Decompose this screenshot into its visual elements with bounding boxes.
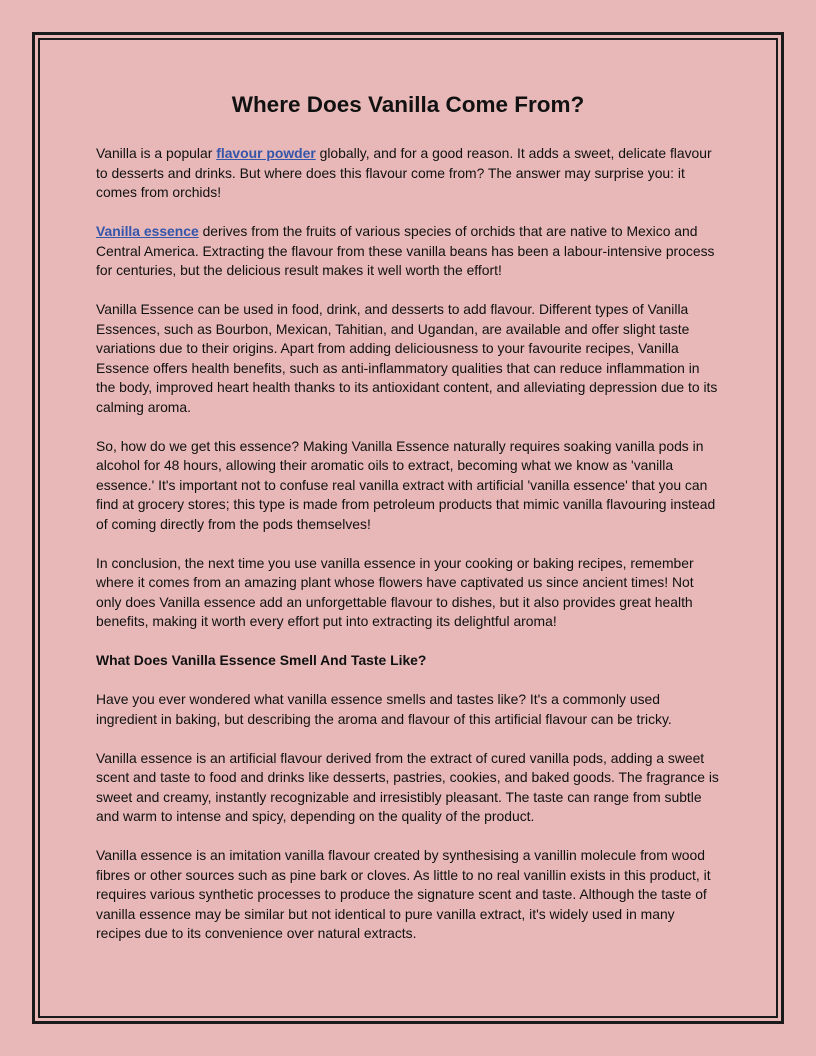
article-body bbox=[96, 92, 720, 963]
paragraph-intro bbox=[96, 144, 720, 203]
page-title: Where Does Vanilla Come From? bbox=[231, 92, 585, 117]
paragraph-intro-text-after: globally, and for a good reason. It adds a sweet, delicate flavour to desserts and drinks. But where does this flavour come from? The answer may surprise you: it comes from orchids! bbox=[96, 145, 712, 200]
flavour-powder-link[interactable]: flavour powder bbox=[216, 145, 316, 161]
paragraph-uses: Vanilla Essence can be used in food, drink, and desserts to add flavour. Different types of Vanilla Essences, such as Bourbon, Mexican, Tahitian, and Ugandan, are available and offer slight taste variations due to their origins. Apart from adding deliciousness to your favourite recipes, Vanilla Essence offers health benefits, such as anti-inflammatory qualities that can reduce inflammation in the body, improved heart health thanks to its antioxidant content, and alleviating depression due to its calming aroma. bbox=[96, 301, 718, 415]
paragraph-process: So, how do we get this essence? Making Vanilla Essence naturally requires soaking vanilla pods in alcohol for 48 hours, allowing their aromatic oils to extract, becoming what we know as 'vanilla essence.' It's important not to confuse real vanilla extract with artificial 'vanilla essence' that you can find at grocery stores; this type is made from petroleum products that mimic vanilla flavouring instead of coming directly from the pods themselves! bbox=[96, 437, 716, 532]
paragraph-imitation: Vanilla essence is an imitation vanilla flavour created by synthesising a vanillin molecule from wood fibres or other sources such as pine bark or cloves. As little to no real vanillin exists in this product, it requires various synthetic processes to produce the signature scent and taste. Although the taste of vanilla essence may be similar but not identical to pure vanilla extract, it's widely used in many recipes due to its convenience over natural extracts. bbox=[96, 847, 711, 941]
paragraph-origin-text: derives from the fruits of various species of orchids that are native to Mexico and Central America. Extracting the flavour from these vanilla beans has been a labour-intensive process for centuries, but the delicious result makes it well worth the effort! bbox=[96, 223, 715, 278]
section-heading: What Does Vanilla Essence Smell And Taste Like? bbox=[96, 652, 427, 668]
paragraph-aroma: Vanilla essence is an artificial flavour derived from the extract of cured vanilla pods, adding a sweet scent and taste to food and drinks like desserts, pastries, cookies, and baked goods. The fragrance is sweet and creamy, instantly recognizable and irresistibly pleasant. The taste can range from subtle and warm to intense and spicy, depending on the quality of the product. bbox=[96, 749, 719, 824]
paragraph-origin bbox=[96, 222, 720, 281]
paragraph-question: Have you ever wondered what vanilla essence smells and tastes like? It's a commonly used ingredient in baking, but describing the aroma and flavour of this artificial flavour can be tricky. bbox=[96, 691, 672, 727]
paragraph-intro-text-before: Vanilla is a popular bbox=[96, 145, 217, 161]
vanilla-essence-link[interactable]: Vanilla essence bbox=[96, 223, 199, 239]
paragraph-conclusion: In conclusion, the next time you use vanilla essence in your cooking or baking recipes, remember where it comes from an amazing plant whose flowers have captivated us since ancient times! Not only does Vanilla essence add an unforgettable flavour to dishes, but it also provides great health benefits, making it worth every effort put into extracting its delightful aroma! bbox=[96, 554, 694, 629]
